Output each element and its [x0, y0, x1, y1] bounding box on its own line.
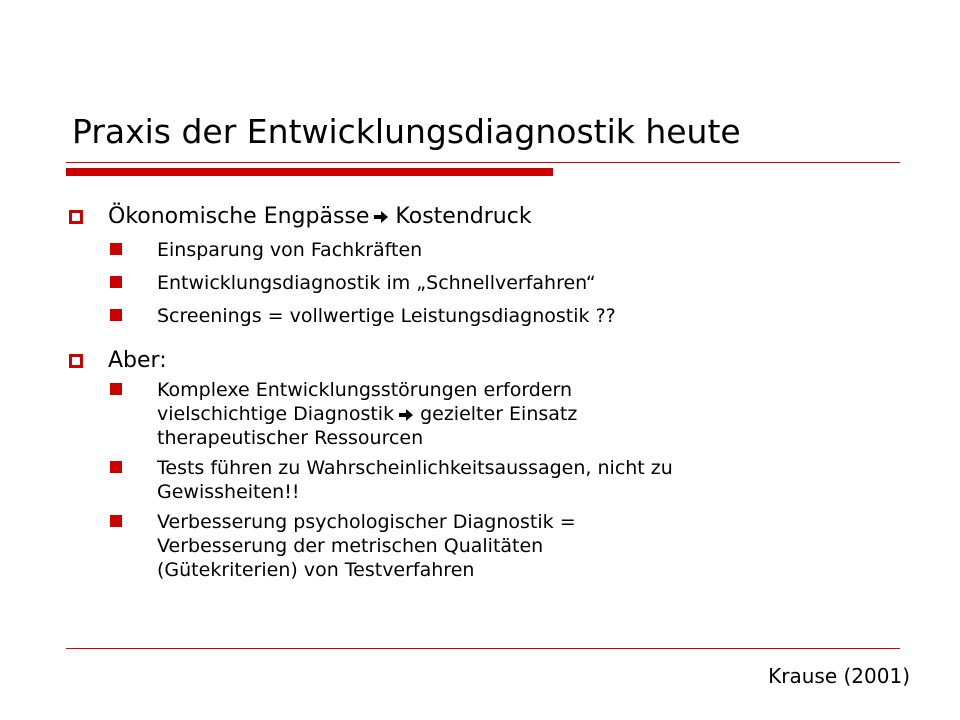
footer-divider — [66, 648, 900, 649]
list-item — [66, 510, 906, 582]
list-item-line — [157, 402, 906, 426]
filled-square-icon — [110, 461, 122, 473]
bullet-text-after-arrow: Kostendruck — [395, 204, 532, 229]
list-item — [66, 378, 906, 450]
list-item-text: Screenings = vollwertige Leistungsdiagnostik ?? — [157, 305, 616, 327]
bullet-text: Aber: — [108, 348, 167, 373]
title-divider-thick — [66, 168, 553, 176]
right-arrow-icon — [398, 407, 414, 423]
list-item-line: Komplexe Entwicklungsstörungen erfordern — [157, 379, 573, 401]
list-item-line: Tests führen zu Wahrscheinlichkeitsaussagen, nicht zu — [157, 457, 673, 479]
list-item-line: (Gütekriterien) von Testverfahren — [157, 559, 475, 581]
bullet-however — [66, 344, 906, 378]
section-gap — [66, 330, 906, 344]
filled-square-icon — [110, 309, 122, 321]
filled-square-icon — [110, 276, 122, 288]
right-arrow-icon — [373, 209, 389, 225]
title-divider-thin — [66, 162, 900, 163]
list-item-line: Verbesserung der metrischen Qualitäten — [157, 535, 544, 557]
list-item — [66, 269, 906, 297]
hollow-square-icon — [69, 210, 83, 224]
list-item — [66, 456, 906, 504]
list-item-line: Verbesserung psychologischer Diagnostik = — [157, 511, 576, 533]
filled-square-icon — [110, 383, 122, 395]
line-text-before-arrow: vielschichtige Diagnostik — [157, 403, 395, 425]
list-item-text: Einsparung von Fachkräften — [157, 239, 423, 261]
citation: Krause (2001) — [768, 664, 910, 688]
bullet-economic-constraints — [66, 200, 906, 234]
bullet-text-before-arrow: Ökonomische Engpässe — [108, 204, 370, 229]
list-item — [66, 236, 906, 264]
list-item — [66, 302, 906, 330]
line-text-after-arrow: gezielter Einsatz — [420, 403, 578, 425]
list-item-line: therapeutischer Ressourcen — [157, 427, 424, 449]
slide-body — [66, 200, 906, 588]
list-item-text: Entwicklungsdiagnostik im „Schnellverfahren“ — [157, 272, 596, 294]
filled-square-icon — [110, 243, 122, 255]
slide-title: Praxis der Entwicklungsdiagnostik heute — [72, 112, 741, 151]
hollow-square-icon — [69, 354, 83, 368]
list-item-line: Gewissheiten!! — [157, 481, 300, 503]
filled-square-icon — [110, 515, 122, 527]
